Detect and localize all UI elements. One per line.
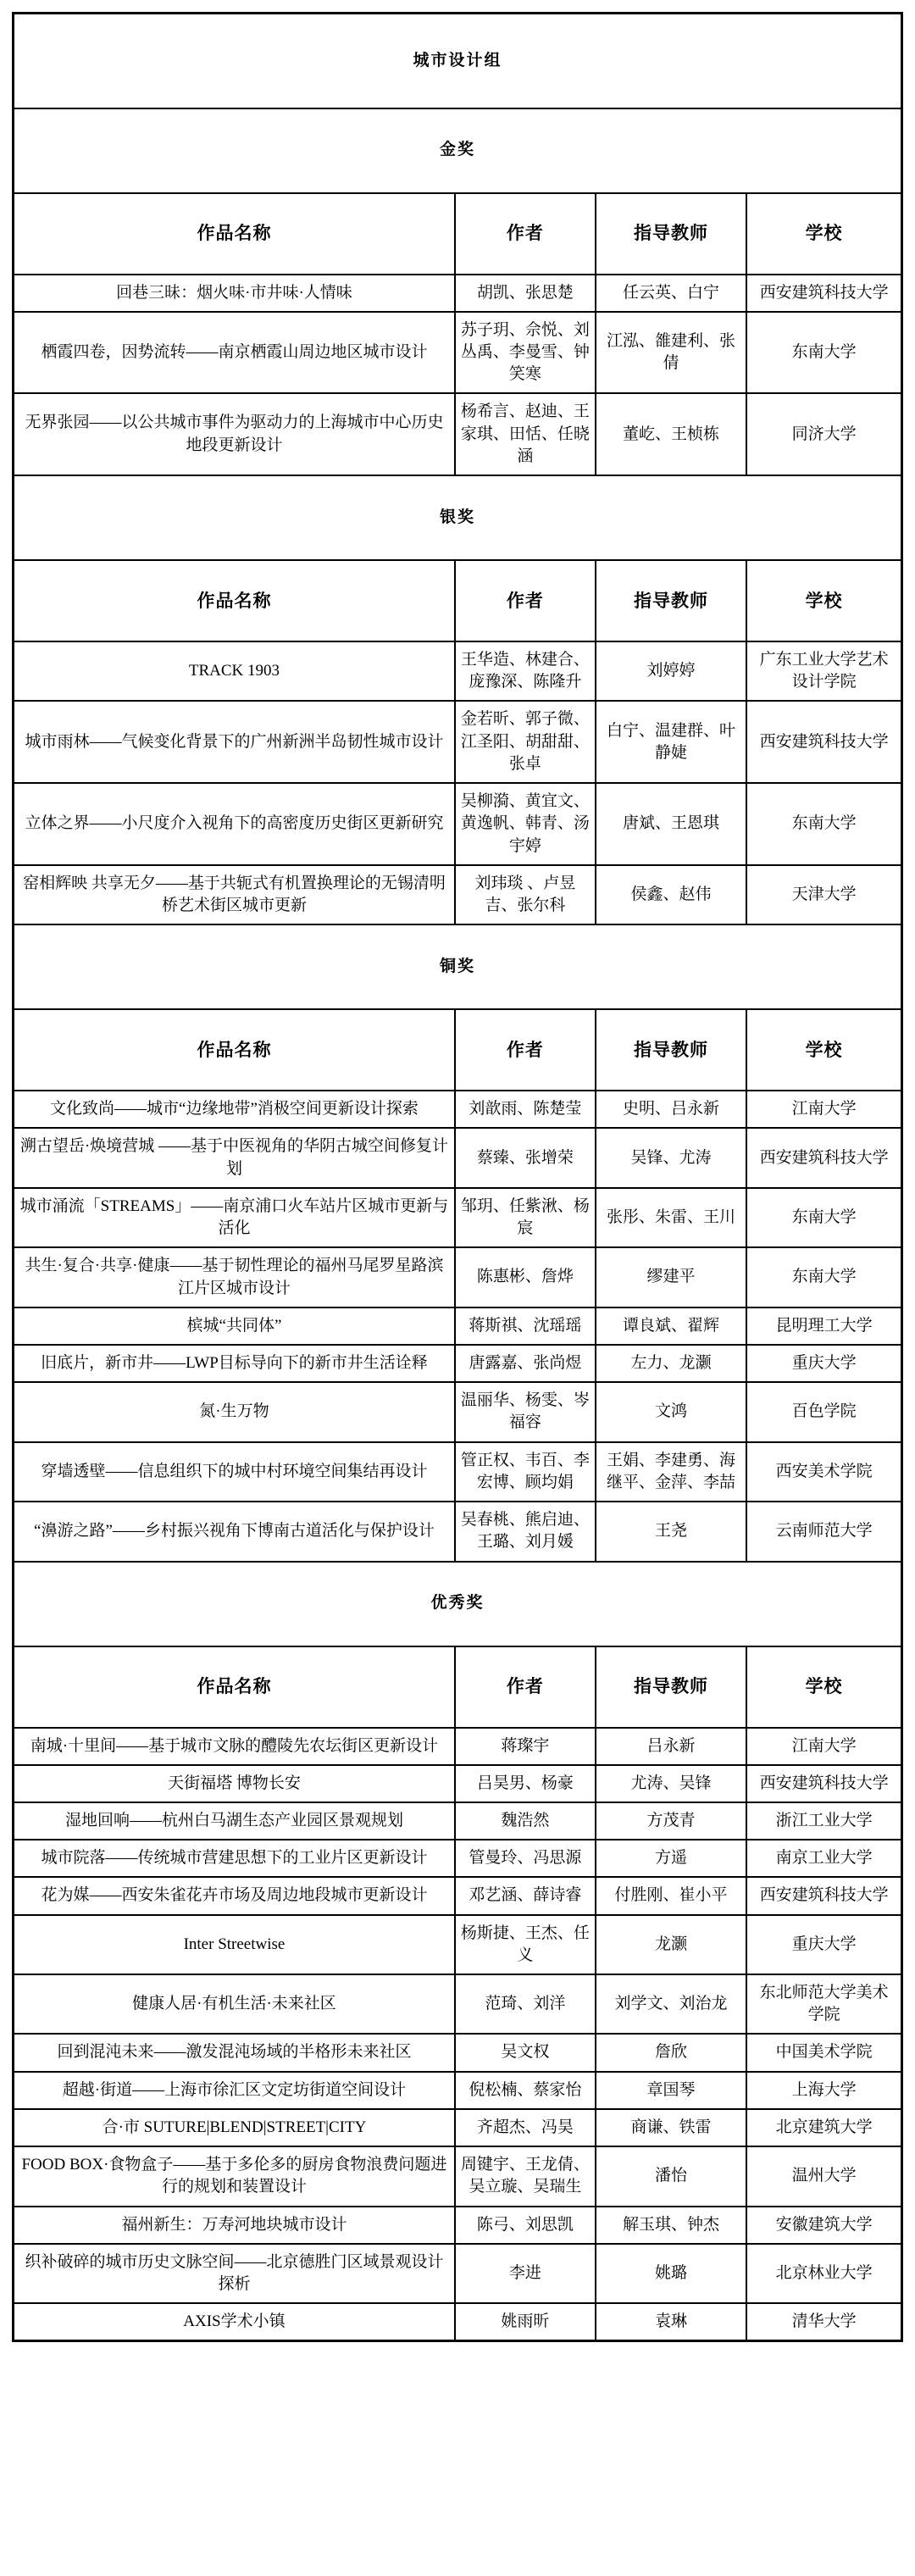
cell-advisor: 吴锋、尤涛 <box>596 1128 746 1187</box>
cell-author: 管正权、韦百、李宏博、顾均娟 <box>455 1442 596 1502</box>
table-row <box>14 1188 902 1247</box>
cell-advisor: 文鸿 <box>596 1382 746 1441</box>
award-tier-title: 金奖 <box>14 108 902 193</box>
table-row <box>14 1502 902 1561</box>
cell-school: 西安美术学院 <box>746 1442 901 1502</box>
cell-school: 东南大学 <box>746 312 901 394</box>
cell-school: 百色学院 <box>746 1382 901 1441</box>
cell-author: 吴柳漪、黄宜文、黄逸帆、韩青、汤宇婷 <box>455 783 596 865</box>
table-row <box>14 2072 902 2109</box>
cell-school: 西安建筑科技大学 <box>746 1128 901 1187</box>
cell-school: 昆明理工大学 <box>746 1307 901 1345</box>
cell-work-name: 回巷三昧：烟火味·市井味·人情味 <box>14 275 455 312</box>
award-tier-title: 优秀奖 <box>14 1562 902 1646</box>
cell-author: 蒋斯祺、沈瑶瑶 <box>455 1307 596 1345</box>
cell-school: 上海大学 <box>746 2072 901 2109</box>
table-header-row <box>14 560 902 641</box>
cell-work-name: 天街福塔 博物长安 <box>14 1765 455 1802</box>
cell-author: 苏子玥、佘悦、刘丛禹、李曼雪、钟笑寒 <box>455 312 596 394</box>
column-header-author: 作者 <box>455 1646 596 1728</box>
page-title: 城市设计组 <box>14 14 902 108</box>
cell-work-name: 溯古望岳·焕境营城 ——基于中医视角的华阴古城空间修复计划 <box>14 1128 455 1187</box>
cell-work-name: 合·市 SUTURE|BLEND|STREET|CITY <box>14 2109 455 2146</box>
award-tier-title: 铜奖 <box>14 924 902 1009</box>
cell-author: 杨斯捷、王杰、任义 <box>455 1915 596 1974</box>
cell-work-name: 织补破碎的城市历史文脉空间——北京德胜门区域景观设计探析 <box>14 2244 455 2303</box>
cell-school: 西安建筑科技大学 <box>746 1877 901 1914</box>
section-title-row <box>14 1562 902 1646</box>
cell-advisor: 张彤、朱雷、王川 <box>596 1188 746 1247</box>
cell-advisor: 詹欣 <box>596 2034 746 2071</box>
cell-advisor: 谭良斌、翟辉 <box>596 1307 746 1345</box>
table-header-row <box>14 193 902 275</box>
cell-author: 吴文权 <box>455 2034 596 2071</box>
cell-author: 陈惠彬、詹烨 <box>455 1247 596 1307</box>
cell-author: 李进 <box>455 2244 596 2303</box>
cell-advisor: 袁琳 <box>596 2303 746 2341</box>
cell-author: 杨希言、赵迪、王家琪、田恬、任晓涵 <box>455 393 596 475</box>
cell-school: 江南大学 <box>746 1091 901 1128</box>
cell-advisor: 王尧 <box>596 1502 746 1561</box>
cell-advisor: 姚璐 <box>596 2244 746 2303</box>
table-row <box>14 2109 902 2146</box>
cell-school: 温州大学 <box>746 2146 901 2206</box>
cell-school: 安徽建筑大学 <box>746 2207 901 2244</box>
cell-school: 中国美术学院 <box>746 2034 901 2071</box>
cell-advisor: 解玉琪、钟杰 <box>596 2207 746 2244</box>
cell-school: 西安建筑科技大学 <box>746 1765 901 1802</box>
table-row <box>14 1091 902 1128</box>
cell-work-name: FOOD BOX·食物盒子——基于多伦多的厨房食物浪费问题进行的规划和装置设计 <box>14 2146 455 2206</box>
cell-school: 西安建筑科技大学 <box>746 701 901 783</box>
table-row <box>14 2244 902 2303</box>
cell-work-name: 福州新生：万寿河地块城市设计 <box>14 2207 455 2244</box>
cell-work-name: 湿地回响——杭州白马湖生态产业园区景观规划 <box>14 1802 455 1840</box>
cell-advisor: 董屹、王桢栋 <box>596 393 746 475</box>
cell-author: 吴春桃、熊启迪、王璐、刘月媛 <box>455 1502 596 1561</box>
table-row <box>14 393 902 475</box>
cell-school: 广东工业大学艺术设计学院 <box>746 641 901 701</box>
table-header-row <box>14 1009 902 1091</box>
column-header-school: 学校 <box>746 1009 901 1091</box>
cell-advisor: 白宁、温建群、叶静婕 <box>596 701 746 783</box>
cell-advisor: 龙灏 <box>596 1915 746 1974</box>
cell-school: 重庆大学 <box>746 1345 901 1382</box>
cell-advisor: 商谦、铁雷 <box>596 2109 746 2146</box>
table-row <box>14 1345 902 1382</box>
table-row <box>14 783 902 865</box>
cell-advisor: 方茂青 <box>596 1802 746 1840</box>
cell-work-name: TRACK 1903 <box>14 641 455 701</box>
cell-author: 吕昊男、杨豪 <box>455 1765 596 1802</box>
cell-advisor: 潘怡 <box>596 2146 746 2206</box>
table-row <box>14 1802 902 1840</box>
table-row <box>14 1915 902 1974</box>
cell-author: 姚雨昕 <box>455 2303 596 2341</box>
table-row <box>14 1877 902 1914</box>
table-row <box>14 1765 902 1802</box>
table-row <box>14 312 902 394</box>
table-row <box>14 865 902 924</box>
cell-advisor: 尤涛、吴锋 <box>596 1765 746 1802</box>
column-header-advisor: 指导教师 <box>596 1646 746 1728</box>
cell-work-name: 文化致尚——城市“边缘地带”消极空间更新设计探索 <box>14 1091 455 1128</box>
cell-work-name: Inter Streetwise <box>14 1915 455 1974</box>
cell-work-name: AXIS学术小镇 <box>14 2303 455 2341</box>
table-row <box>14 701 902 783</box>
column-header-advisor: 指导教师 <box>596 193 746 275</box>
cell-school: 浙江工业大学 <box>746 1802 901 1840</box>
table-row <box>14 1307 902 1345</box>
cell-author: 陈弓、刘思凯 <box>455 2207 596 2244</box>
cell-author: 刘歆雨、陈楚莹 <box>455 1091 596 1128</box>
cell-school: 天津大学 <box>746 865 901 924</box>
cell-work-name: 南城·十里间——基于城市文脉的醴陵先农坛街区更新设计 <box>14 1728 455 1765</box>
cell-advisor: 方遥 <box>596 1840 746 1877</box>
column-header-school: 学校 <box>746 560 901 641</box>
cell-school: 东南大学 <box>746 1247 901 1307</box>
cell-work-name: 穿墙透壁——信息组织下的城中村环境空间集结再设计 <box>14 1442 455 1502</box>
cell-author: 温丽华、杨雯、岑福容 <box>455 1382 596 1441</box>
column-header-name: 作品名称 <box>14 1009 455 1091</box>
table-row <box>14 641 902 701</box>
cell-advisor: 刘学文、刘治龙 <box>596 1974 746 2034</box>
award-results-table <box>12 12 903 2342</box>
cell-author: 魏浩然 <box>455 1802 596 1840</box>
table-row <box>14 1442 902 1502</box>
cell-author: 倪松楠、蔡家怡 <box>455 2072 596 2109</box>
cell-advisor: 吕永新 <box>596 1728 746 1765</box>
table-header-row <box>14 1646 902 1728</box>
column-header-school: 学校 <box>746 193 901 275</box>
cell-advisor: 章国琴 <box>596 2072 746 2109</box>
cell-author: 周键宇、王龙倩、吴立璇、吴瑞生 <box>455 2146 596 2206</box>
cell-work-name: 共生·复合·共享·健康——基于韧性理论的福州马尾罗星路滨江片区城市设计 <box>14 1247 455 1307</box>
cell-work-name: 花为媒——西安朱雀花卉市场及周边地段城市更新设计 <box>14 1877 455 1914</box>
column-header-school: 学校 <box>746 1646 901 1728</box>
cell-author: 蒋璨宇 <box>455 1728 596 1765</box>
cell-author: 齐超杰、冯昊 <box>455 2109 596 2146</box>
cell-advisor: 史明、吕永新 <box>596 1091 746 1128</box>
section-title-row <box>14 924 902 1009</box>
cell-work-name: 城市院落——传统城市营建思想下的工业片区更新设计 <box>14 1840 455 1877</box>
group-title-row <box>14 14 902 108</box>
cell-work-name: 栖霞四卷，因势流转——南京栖霞山周边地区城市设计 <box>14 312 455 394</box>
column-header-advisor: 指导教师 <box>596 1009 746 1091</box>
cell-work-name: 回到混沌未来——激发混沌场域的半格形未来社区 <box>14 2034 455 2071</box>
cell-advisor: 缪建平 <box>596 1247 746 1307</box>
table-row <box>14 1382 902 1441</box>
table-row <box>14 2207 902 2244</box>
cell-advisor: 任云英、白宁 <box>596 275 746 312</box>
cell-advisor: 左力、龙灏 <box>596 1345 746 1382</box>
cell-school: 南京工业大学 <box>746 1840 901 1877</box>
cell-author: 唐露嘉、张尚煜 <box>455 1345 596 1382</box>
column-header-name: 作品名称 <box>14 560 455 641</box>
cell-work-name: 槟城“共同体” <box>14 1307 455 1345</box>
column-header-author: 作者 <box>455 560 596 641</box>
cell-author: 刘玮琰 、卢昱吉、张尔科 <box>455 865 596 924</box>
cell-author: 邓艺涵、薛诗睿 <box>455 1877 596 1914</box>
table-row <box>14 1728 902 1765</box>
cell-work-name: 立体之界——小尺度介入视角下的高密度历史街区更新研究 <box>14 783 455 865</box>
cell-author: 范琦、刘洋 <box>455 1974 596 2034</box>
cell-school: 西安建筑科技大学 <box>746 275 901 312</box>
cell-work-name: 超越·街道——上海市徐汇区文定坊街道空间设计 <box>14 2072 455 2109</box>
cell-school: 东南大学 <box>746 783 901 865</box>
cell-author: 金若昕、郭子微、江圣阳、胡甜甜、张卓 <box>455 701 596 783</box>
cell-advisor: 王娟、李建勇、海继平、金萍、李喆 <box>596 1442 746 1502</box>
section-title-row <box>14 475 902 560</box>
cell-work-name: “濞游之路”——乡村振兴视角下博南古道活化与保护设计 <box>14 1502 455 1561</box>
cell-advisor: 唐斌、王恩琪 <box>596 783 746 865</box>
cell-school: 东北师范大学美术学院 <box>746 1974 901 2034</box>
cell-school: 北京林业大学 <box>746 2244 901 2303</box>
table-row <box>14 1128 902 1187</box>
cell-school: 云南师范大学 <box>746 1502 901 1561</box>
table-row <box>14 2146 902 2206</box>
cell-school: 北京建筑大学 <box>746 2109 901 2146</box>
table-row <box>14 275 902 312</box>
table-row <box>14 1840 902 1877</box>
cell-school: 重庆大学 <box>746 1915 901 1974</box>
cell-author: 管曼玲、冯思源 <box>455 1840 596 1877</box>
section-title-row <box>14 108 902 193</box>
column-header-author: 作者 <box>455 1009 596 1091</box>
cell-work-name: 城市涌流「STREAMS」——南京浦口火车站片区城市更新与活化 <box>14 1188 455 1247</box>
cell-advisor: 付胜刚、崔小平 <box>596 1877 746 1914</box>
table-row <box>14 1247 902 1307</box>
column-header-advisor: 指导教师 <box>596 560 746 641</box>
cell-school: 东南大学 <box>746 1188 901 1247</box>
cell-work-name: 无界张园——以公共城市事件为驱动力的上海城市中心历史地段更新设计 <box>14 393 455 475</box>
table-row <box>14 2303 902 2341</box>
column-header-name: 作品名称 <box>14 1646 455 1728</box>
cell-advisor: 江泓、雒建利、张倩 <box>596 312 746 394</box>
cell-work-name: 窑相辉映 共享无夕——基于共轭式有机置换理论的无锡清明桥艺术街区城市更新 <box>14 865 455 924</box>
cell-author: 邹玥、任紫湫、杨宸 <box>455 1188 596 1247</box>
cell-work-name: 健康人居·有机生活·未来社区 <box>14 1974 455 2034</box>
cell-school: 江南大学 <box>746 1728 901 1765</box>
cell-school: 同济大学 <box>746 393 901 475</box>
cell-advisor: 刘婷婷 <box>596 641 746 701</box>
cell-school: 清华大学 <box>746 2303 901 2341</box>
cell-advisor: 侯鑫、赵伟 <box>596 865 746 924</box>
cell-work-name: 旧底片，新市井——LWP目标导向下的新市井生活诠释 <box>14 1345 455 1382</box>
cell-author: 王华造、林建合、庞豫深、陈隆升 <box>455 641 596 701</box>
cell-work-name: 氮·生万物 <box>14 1382 455 1441</box>
column-header-author: 作者 <box>455 193 596 275</box>
table-row <box>14 2034 902 2071</box>
cell-author: 胡凯、张思楚 <box>455 275 596 312</box>
cell-work-name: 城市雨林——气候变化背景下的广州新洲半岛韧性城市设计 <box>14 701 455 783</box>
award-tier-title: 银奖 <box>14 475 902 560</box>
column-header-name: 作品名称 <box>14 193 455 275</box>
table-row <box>14 1974 902 2034</box>
cell-author: 蔡臻、张增荣 <box>455 1128 596 1187</box>
